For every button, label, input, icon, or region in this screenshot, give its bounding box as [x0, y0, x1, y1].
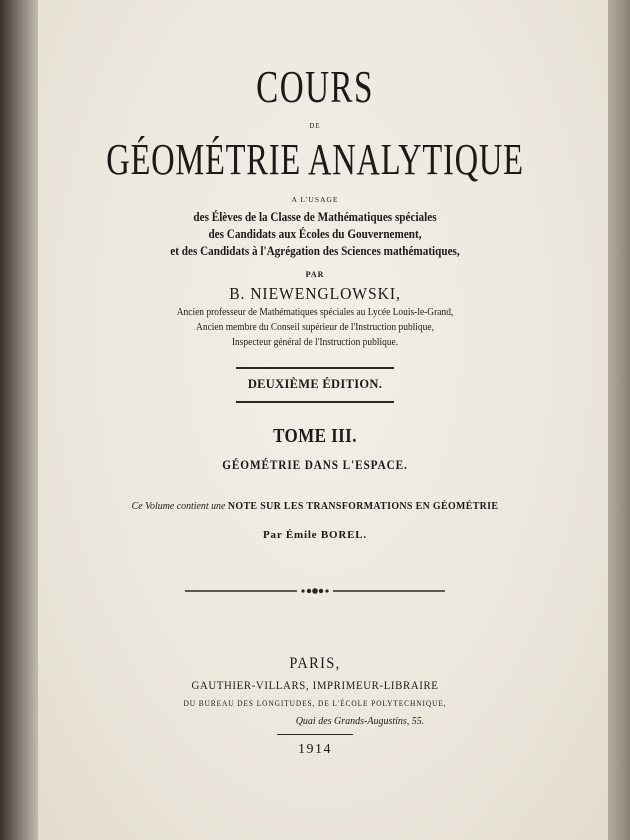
by-label: PAR: [305, 270, 325, 279]
note-author: Par Émile BOREL.: [263, 529, 367, 541]
edition-rule-bottom: [236, 401, 394, 403]
note-title: NOTE SUR LES TRANSFORMATIONS EN GÉOMÉTRIE: [227, 500, 499, 512]
ornamental-rule: [185, 585, 445, 597]
author-credential: Ancien membre du Conseil supérieur de l'Instruction publique,: [196, 322, 434, 333]
publisher-affiliation: DU BUREAU DES LONGITUDES, DE L'ÉCOLE POLYTECHNIQUE,: [183, 699, 447, 708]
publisher-name: GAUTHIER-VILLARS, IMPRIMEUR-LIBRAIRE: [191, 678, 439, 692]
note-prefix: Ce Volume contient une: [131, 500, 226, 512]
edition-label: DEUXIÈME ÉDITION.: [247, 377, 383, 391]
book-subtitle: GÉOMÉTRIE ANALYTIQUE: [106, 135, 524, 184]
title-connector: DE: [309, 122, 321, 130]
author-name: B. NIEWENGLOWSKI,: [229, 284, 401, 303]
usage-label: A L'USAGE: [291, 195, 339, 204]
audience-line: des Candidats aux Écoles du Gouvernement,: [208, 226, 422, 241]
author-credential: Inspecteur général de l'Instruction publique.: [231, 337, 399, 348]
book-title: COURS: [256, 61, 374, 112]
audience-line: et des Candidats à l'Agrégation des Sciences mathématiques,: [170, 243, 460, 258]
publisher-address: Quai des Grands-Augustins, 55.: [295, 716, 425, 727]
publication-year: 1914: [298, 742, 332, 757]
year-rule: [277, 734, 353, 735]
volume-label: TOME III.: [273, 425, 357, 447]
volume-note: [32, 500, 599, 512]
volume-subject: GÉOMÉTRIE DANS L'ESPACE.: [222, 458, 408, 472]
edition-rule-top: [236, 367, 394, 369]
author-credential: Ancien professeur de Mathématiques spéciales au Lycée Louis-le-Grand,: [176, 307, 454, 318]
publication-city: PARIS,: [289, 655, 341, 672]
audience-line: des Élèves de la Classe de Mathématiques spéciales: [193, 209, 437, 224]
